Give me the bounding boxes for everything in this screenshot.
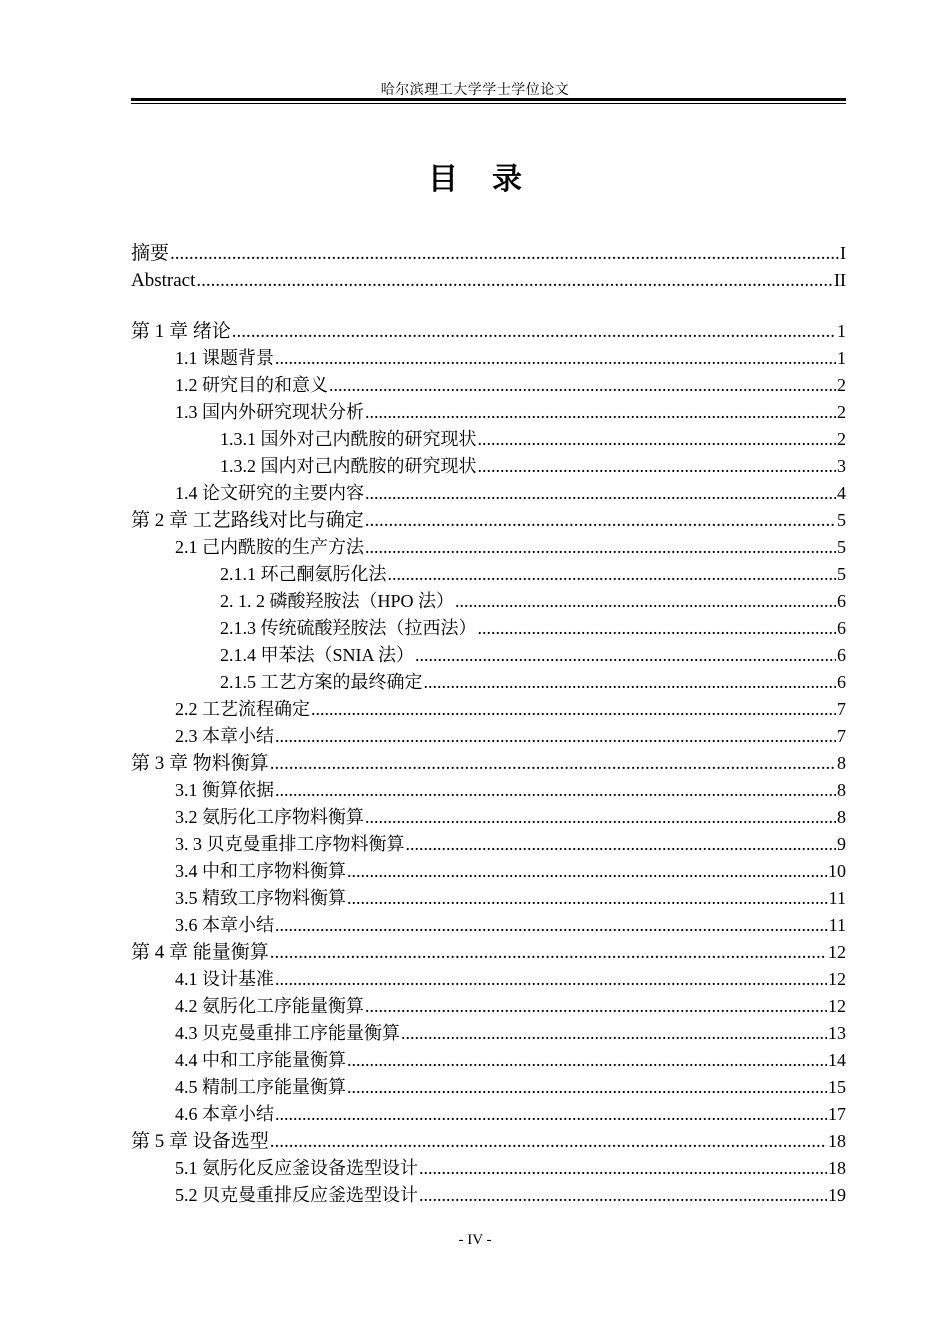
toc-leader-dots xyxy=(347,858,827,885)
table-of-contents xyxy=(131,240,846,1209)
toc-entry-label: 第 3 章 物料衡算 xyxy=(131,753,269,774)
toc-entry[interactable] xyxy=(131,453,846,480)
toc-entry-label: 1.3.1 国外对己内酰胺的研究现状 xyxy=(220,429,477,449)
toc-entry-page: 6 xyxy=(837,591,846,611)
toc-entry-label: 4.6 本章小结 xyxy=(175,1104,274,1124)
toc-entry-label: 4.3 贝克曼重排工序能量衡算 xyxy=(175,1023,400,1043)
toc-entry[interactable] xyxy=(131,966,846,993)
toc-entry-label: 第 5 章 设备选型 xyxy=(131,1131,269,1152)
toc-entry[interactable] xyxy=(131,615,846,642)
toc-leader-dots xyxy=(270,939,827,966)
toc-leader-dots xyxy=(347,1074,827,1101)
toc-entry-label: Abstract xyxy=(131,270,196,291)
toc-entry[interactable] xyxy=(131,345,846,372)
toc-entry-label: 2.1.1 环己酮氨肟化法 xyxy=(220,564,387,584)
toc-entry[interactable] xyxy=(131,534,846,561)
toc-entry-label: 3.4 中和工序物料衡算 xyxy=(175,861,346,881)
toc-entry[interactable] xyxy=(131,480,846,507)
toc-entry-label: 4.4 中和工序能量衡算 xyxy=(175,1050,346,1070)
toc-entry[interactable] xyxy=(131,831,846,858)
toc-entry-label: 2.1.4 甲苯法（SNIA 法） xyxy=(220,645,415,665)
toc-entry-label: 摘要 xyxy=(131,243,170,264)
toc-entry[interactable] xyxy=(131,1074,846,1101)
toc-entry-label: 4.1 设计基准 xyxy=(175,969,274,989)
toc-entry-page: 18 xyxy=(828,1158,846,1178)
toc-entry-label: 第 2 章 工艺路线对比与确定 xyxy=(131,510,364,531)
running-header: 哈尔滨理工大学学士学位论文 xyxy=(380,83,570,98)
toc-entry[interactable] xyxy=(131,777,846,804)
toc-entry[interactable] xyxy=(131,1128,846,1155)
toc-leader-dots xyxy=(270,1128,827,1155)
toc-entry-page: 7 xyxy=(837,726,846,746)
toc-leader-dots xyxy=(419,1182,827,1209)
toc-entry-page: 5 xyxy=(837,537,846,557)
toc-leader-dots xyxy=(275,723,836,750)
toc-entry[interactable] xyxy=(131,669,846,696)
toc-entry-label: 2.1.5 工艺方案的最终确定 xyxy=(220,672,423,692)
toc-leader-dots xyxy=(329,372,836,399)
toc-entry-page: 19 xyxy=(828,1185,846,1205)
header-rule-thin xyxy=(131,103,846,104)
toc-entry-page: 2 xyxy=(837,429,846,449)
toc-entry-page: 2 xyxy=(837,402,846,422)
page-number: - IV - xyxy=(458,1232,492,1248)
toc-entry-label: 2. 1. 2 磷酸羟胺法（HPO 法） xyxy=(220,591,455,611)
toc-leader-dots xyxy=(365,993,827,1020)
toc-entry-page: 8 xyxy=(837,753,846,773)
toc-entry-label: 2.2 工艺流程确定 xyxy=(175,699,310,719)
toc-entry[interactable] xyxy=(131,1182,846,1209)
toc-leader-dots xyxy=(365,399,836,426)
toc-leader-dots xyxy=(478,615,837,642)
toc-entry[interactable] xyxy=(131,267,846,294)
toc-leader-dots xyxy=(365,507,836,534)
toc-leader-dots xyxy=(170,240,839,267)
toc-entry-page: 13 xyxy=(828,1023,846,1043)
toc-entry[interactable] xyxy=(131,399,846,426)
toc-entry-page: 1 xyxy=(837,321,846,341)
toc-entry-label: 5.2 贝克曼重排反应釜选型设计 xyxy=(175,1185,418,1205)
toc-leader-dots xyxy=(275,777,836,804)
toc-leader-dots xyxy=(275,966,827,993)
toc-entry-page: 2 xyxy=(837,375,846,395)
toc-entry[interactable] xyxy=(131,240,846,267)
toc-entry-page: 11 xyxy=(828,915,846,935)
toc-entry-label: 4.2 氨肟化工序能量衡算 xyxy=(175,996,364,1016)
toc-entry[interactable] xyxy=(131,750,846,777)
toc-entry[interactable] xyxy=(131,642,846,669)
toc-leader-dots xyxy=(347,885,828,912)
toc-entry-label: 1.3.2 国内对己内酰胺的研究现状 xyxy=(220,456,477,476)
toc-entry[interactable] xyxy=(131,858,846,885)
toc-leader-dots xyxy=(419,1155,827,1182)
toc-entry-label: 3.2 氨肟化工序物料衡算 xyxy=(175,807,364,827)
toc-entry-page: I xyxy=(840,243,846,263)
toc-entry[interactable] xyxy=(131,426,846,453)
toc-entry-page: 12 xyxy=(828,969,846,989)
toc-entry-label: 1.3 国内外研究现状分析 xyxy=(175,402,364,422)
toc-entry[interactable] xyxy=(131,1155,846,1182)
toc-entry[interactable] xyxy=(131,939,846,966)
toc-entry-page: 10 xyxy=(828,861,846,881)
toc-entry-page: 6 xyxy=(837,672,846,692)
toc-entry-page: 5 xyxy=(837,510,846,530)
toc-entry[interactable] xyxy=(131,507,846,534)
toc-entry[interactable] xyxy=(131,561,846,588)
toc-entry-label: 3.6 本章小结 xyxy=(175,915,274,935)
toc-leader-dots xyxy=(365,804,836,831)
toc-leader-dots xyxy=(275,345,836,372)
toc-leader-dots xyxy=(478,426,837,453)
toc-entry[interactable] xyxy=(131,912,846,939)
toc-title: 目录 xyxy=(428,162,556,197)
toc-entry-page: 12 xyxy=(828,942,846,962)
toc-entry[interactable] xyxy=(131,885,846,912)
toc-entry-label: 5.1 氨肟化反应釜设备选型设计 xyxy=(175,1158,418,1178)
toc-entry-label: 1.2 研究目的和意义 xyxy=(175,375,328,395)
toc-leader-dots xyxy=(365,480,836,507)
toc-leader-dots xyxy=(270,750,836,777)
toc-entry-page: 11 xyxy=(828,888,846,908)
toc-leader-dots xyxy=(424,669,837,696)
toc-entry-label: 第 1 章 绪论 xyxy=(131,321,231,342)
toc-entry[interactable] xyxy=(131,1020,846,1047)
toc-entry[interactable] xyxy=(131,588,846,615)
toc-entry-label: 3. 3 贝克曼重排工序物料衡算 xyxy=(175,834,405,854)
toc-entry[interactable] xyxy=(131,804,846,831)
toc-leader-dots xyxy=(455,588,836,615)
toc-entry-page: 8 xyxy=(837,807,846,827)
toc-entry-label: 1.4 论文研究的主要内容 xyxy=(175,483,364,503)
toc-leader-dots xyxy=(478,453,837,480)
toc-entry-page: 1 xyxy=(837,348,846,368)
toc-leader-dots xyxy=(401,1020,827,1047)
toc-entry[interactable] xyxy=(131,372,846,399)
toc-entry-page: 15 xyxy=(828,1077,846,1097)
toc-leader-dots xyxy=(347,1047,827,1074)
toc-leader-dots xyxy=(388,561,837,588)
toc-leader-dots xyxy=(406,831,837,858)
toc-entry-page: 14 xyxy=(828,1050,846,1070)
toc-entry-label: 2.1 己内酰胺的生产方法 xyxy=(175,537,364,557)
toc-entry-page: 9 xyxy=(837,834,846,854)
toc-leader-dots xyxy=(232,318,836,345)
toc-leader-dots xyxy=(196,267,833,294)
toc-entry-label: 1.1 课题背景 xyxy=(175,348,274,368)
header-rule-thick xyxy=(131,98,846,101)
toc-entry-page: 18 xyxy=(828,1131,846,1151)
toc-entry-page: 3 xyxy=(837,456,846,476)
toc-entry-page: II xyxy=(834,270,846,290)
toc-leader-dots xyxy=(415,642,836,669)
toc-entry[interactable] xyxy=(131,318,846,345)
toc-leader-dots xyxy=(275,1101,827,1128)
toc-leader-dots xyxy=(275,912,828,939)
toc-entry-label: 4.5 精制工序能量衡算 xyxy=(175,1077,346,1097)
toc-entry-page: 6 xyxy=(837,645,846,665)
toc-leader-dots xyxy=(311,696,836,723)
toc-entry-page: 7 xyxy=(837,699,846,719)
toc-entry-label: 第 4 章 能量衡算 xyxy=(131,942,269,963)
toc-entry-page: 5 xyxy=(837,564,846,584)
toc-entry-label: 3.5 精致工序物料衡算 xyxy=(175,888,346,908)
toc-entry[interactable] xyxy=(131,723,846,750)
toc-entry-page: 4 xyxy=(837,483,846,503)
toc-entry[interactable] xyxy=(131,696,846,723)
toc-entry-label: 2.3 本章小结 xyxy=(175,726,274,746)
toc-entry-page: 17 xyxy=(828,1104,846,1124)
toc-entry[interactable] xyxy=(131,993,846,1020)
toc-entry-page: 12 xyxy=(828,996,846,1016)
toc-entry-page: 8 xyxy=(837,780,846,800)
toc-entry[interactable] xyxy=(131,1101,846,1128)
toc-entry-page: 6 xyxy=(837,618,846,638)
toc-entry-label: 2.1.3 传统硫酸羟胺法（拉西法） xyxy=(220,618,477,638)
toc-entry[interactable] xyxy=(131,1047,846,1074)
toc-leader-dots xyxy=(365,534,836,561)
toc-entry-label: 3.1 衡算依据 xyxy=(175,780,274,800)
